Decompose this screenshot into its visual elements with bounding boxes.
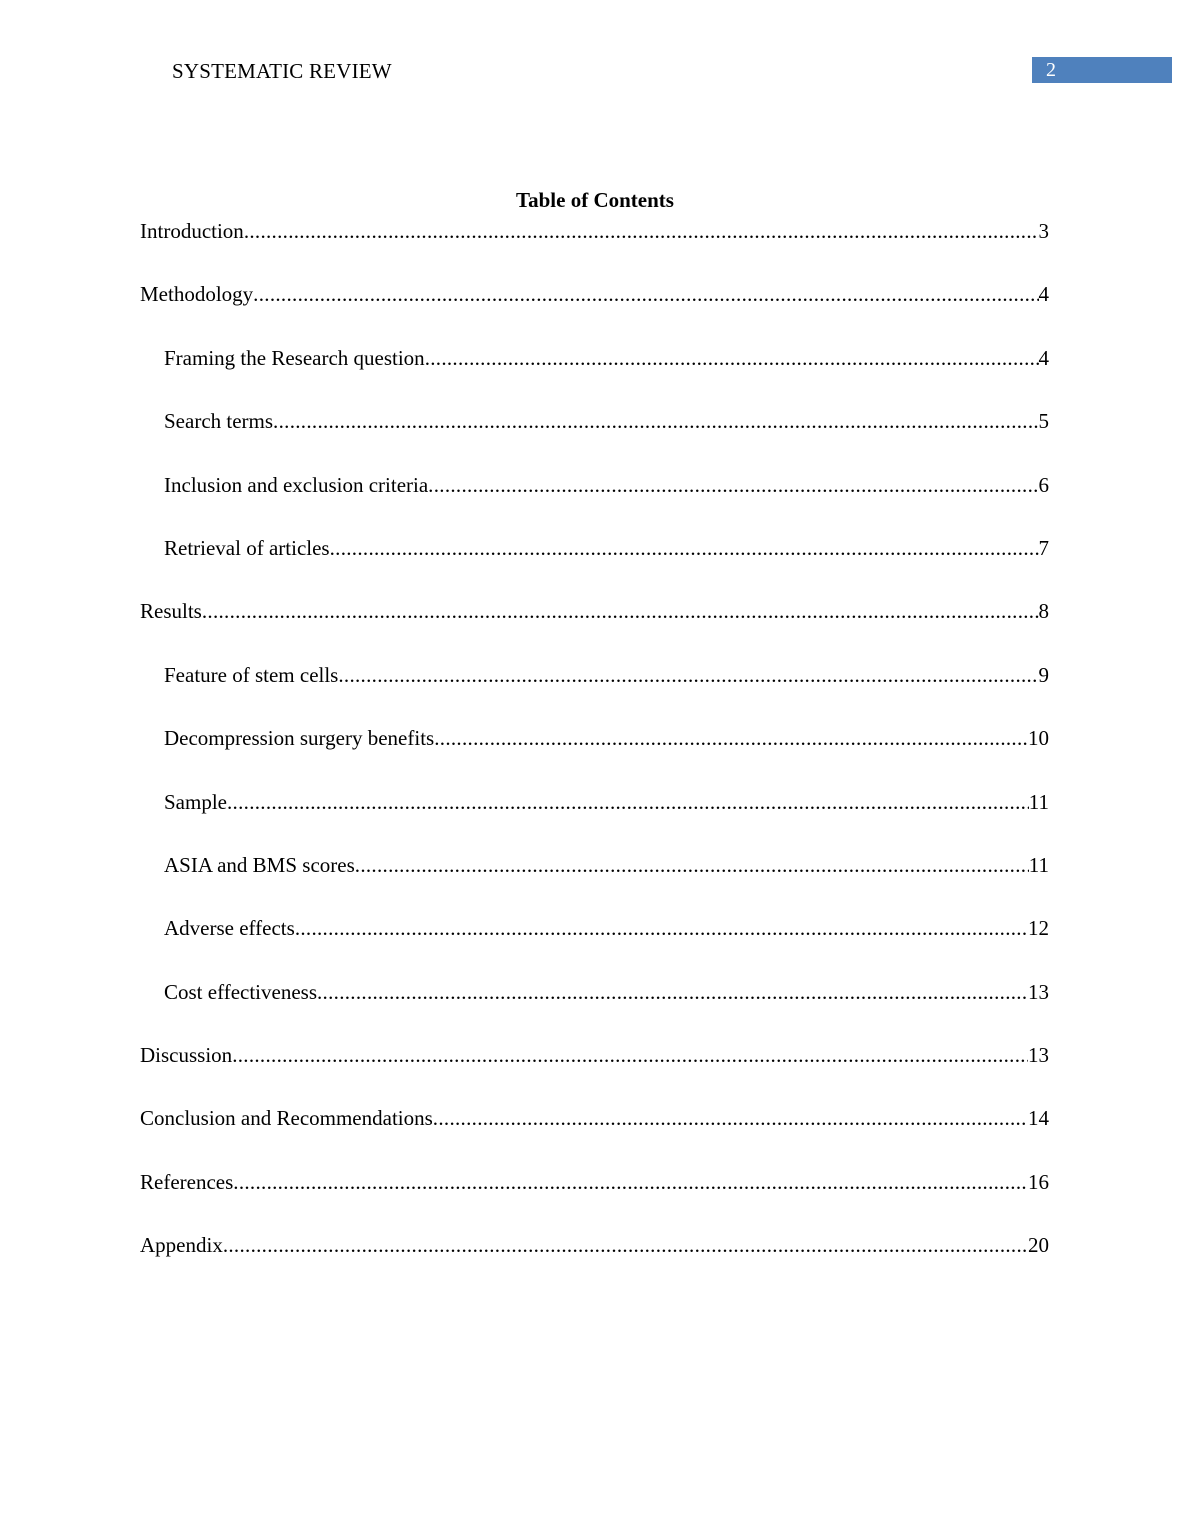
toc-entry-label: Decompression surgery benefits <box>164 726 435 751</box>
toc-entry-label: Inclusion and exclusion criteria <box>164 472 429 497</box>
dot-leader <box>253 279 1038 309</box>
toc-entry-label: Retrieval of articles <box>164 535 330 560</box>
toc-entry-search-terms[interactable] <box>140 406 1049 469</box>
dot-leader <box>223 1230 1028 1260</box>
toc-entry-inclusion-and-exclusion-criteria[interactable] <box>140 470 1049 533</box>
dot-leader <box>434 723 1028 753</box>
toc-entry-page: 4 <box>1038 345 1049 370</box>
toc-entry-appendix[interactable] <box>140 1230 1049 1293</box>
toc-entry-label: References <box>140 1169 234 1194</box>
toc-entry-feature-of-stem-cells[interactable] <box>140 660 1049 723</box>
toc-entry-page: 7 <box>1038 535 1049 560</box>
dot-leader <box>227 787 1029 817</box>
dot-leader <box>232 1040 1028 1070</box>
toc-entry-label: Introduction <box>140 219 244 243</box>
toc-entry-label: Search terms <box>164 409 274 434</box>
dot-leader <box>202 596 1039 626</box>
dot-leader <box>433 1103 1028 1133</box>
toc-entry-page: 9 <box>1038 662 1049 687</box>
dot-leader <box>317 977 1028 1007</box>
toc-entry-page: 12 <box>1028 916 1049 941</box>
toc-entry-label: Cost effectiveness <box>164 979 317 1004</box>
toc-entry-sample[interactable] <box>140 787 1049 850</box>
toc-entry-results[interactable] <box>140 596 1049 659</box>
dot-leader <box>273 406 1038 436</box>
toc-entry-page: 11 <box>1028 852 1049 877</box>
toc-entry-label: Adverse effects <box>164 916 295 941</box>
toc-entry-label: Appendix <box>140 1233 223 1258</box>
toc-entry-label: ASIA and BMS scores <box>164 852 355 877</box>
toc-entry-page: 11 <box>1028 789 1049 814</box>
toc-entry-introduction[interactable] <box>140 216 1049 279</box>
toc-entry-page: 13 <box>1028 979 1049 1004</box>
page-number: 2 <box>1046 59 1056 81</box>
toc-entry-page: 6 <box>1038 472 1049 497</box>
toc-entry-page: 10 <box>1028 726 1049 751</box>
toc-entry-page: 8 <box>1038 599 1049 624</box>
dot-leader <box>244 216 1039 246</box>
dot-leader <box>233 1167 1028 1197</box>
toc-entry-page: 5 <box>1038 409 1049 434</box>
toc-entry-asia-and-bms-scores[interactable] <box>140 850 1049 913</box>
toc-entry-page: 20 <box>1028 1233 1049 1258</box>
dot-leader <box>428 470 1038 500</box>
toc-entry-page: 3 <box>1038 219 1049 243</box>
toc-entry-label: Framing the Research question <box>164 345 425 370</box>
toc-entry-label: Methodology <box>140 282 254 307</box>
toc-entry-methodology[interactable] <box>140 279 1049 342</box>
toc-entry-conclusion-and-recommendations[interactable] <box>140 1103 1049 1166</box>
running-head: SYSTEMATIC REVIEW <box>172 59 392 83</box>
toc-entry-adverse-effects[interactable] <box>140 913 1049 976</box>
dot-leader <box>355 850 1029 880</box>
toc-entry-label: Feature of stem cells <box>164 662 339 687</box>
toc-entry-label: Sample <box>164 789 227 814</box>
toc-entry-discussion[interactable] <box>140 1040 1049 1103</box>
table-of-contents <box>140 216 1049 1294</box>
toc-entry-page: 14 <box>1028 1106 1049 1131</box>
toc-entry-page: 4 <box>1038 282 1049 307</box>
page-number-badge <box>1032 57 1172 83</box>
toc-entry-decompression-surgery-benefits[interactable] <box>140 723 1049 786</box>
toc-entry-label: Results <box>140 599 202 624</box>
dot-leader <box>338 660 1038 690</box>
toc-entry-label: Discussion <box>140 1043 233 1068</box>
dot-leader <box>425 343 1039 373</box>
toc-entry-cost-effectiveness[interactable] <box>140 977 1049 1040</box>
toc-entry-label: Conclusion and Recommendations <box>140 1106 433 1131</box>
toc-entry-framing-the-research-question[interactable] <box>140 343 1049 406</box>
toc-entry-page: 16 <box>1028 1169 1049 1194</box>
toc-entry-page: 13 <box>1028 1043 1049 1068</box>
toc-entry-references[interactable] <box>140 1167 1049 1230</box>
toc-entry-retrieval-of-articles[interactable] <box>140 533 1049 596</box>
toc-title: Table of Contents <box>516 188 674 212</box>
dot-leader <box>330 533 1039 563</box>
dot-leader <box>295 913 1028 943</box>
